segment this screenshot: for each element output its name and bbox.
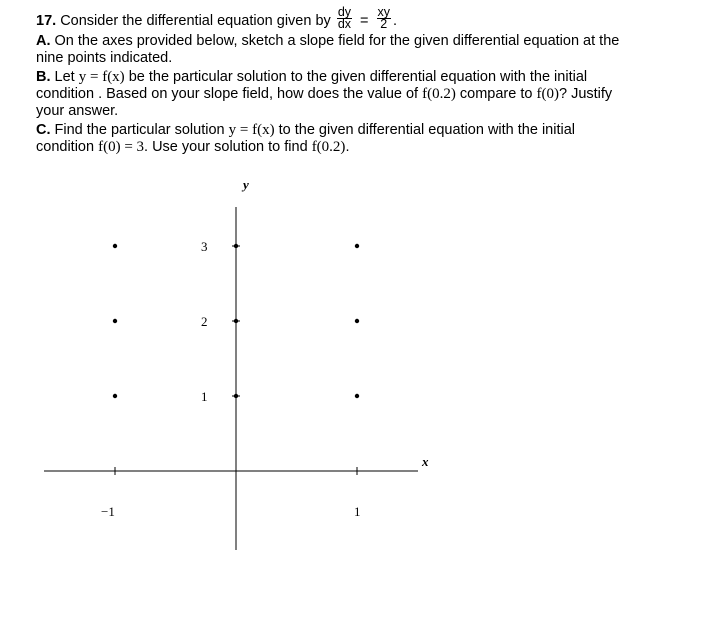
slope-field-point: [113, 394, 117, 398]
xy-over-2-fraction: $\frac{xy}{2}$: [377, 4, 390, 31]
part-c-label: C.: [36, 122, 51, 138]
math-f-0-2-c: f(0.2): [311, 139, 346, 155]
question-stem-text: Consider the differential equation given by: [60, 13, 331, 29]
slope-field-point: [355, 394, 359, 398]
axis-ticks: [101, 239, 361, 519]
slope-field-point: [234, 319, 238, 323]
x-axis-label: x: [422, 454, 429, 469]
equals-sign: =: [360, 13, 369, 29]
math-y-eq-fx: y = f(x): [78, 69, 125, 85]
dy-dx-fraction: $\frac{dy}{dx}$: [337, 4, 352, 31]
y-tick-label: 2: [201, 314, 208, 329]
math-y-eq-fx-c: y = f(x): [228, 122, 275, 138]
slope-field-point: [234, 244, 238, 248]
slope-field-point: [113, 319, 117, 323]
part-b-label: B.: [36, 69, 51, 85]
slope-field-point: [355, 319, 359, 323]
part-a-text-2: nine points indicated.: [36, 50, 173, 66]
x-tick-label: −1: [101, 504, 115, 519]
part-c: C. Find the particular solution y = f(x) to the given differential equation with the initial condition f(0) = 3. Use your solution to find f(0.2).: [36, 122, 575, 155]
slope-field-point: [355, 244, 359, 248]
math-f-0-2: f(0.2): [422, 86, 456, 102]
part-a-text-1: On the axes provided below, sketch a slope field for the given differential equation at the: [54, 33, 620, 49]
math-f-0: f(0): [536, 86, 559, 102]
math-initial-condition: f(0) = 3: [98, 139, 145, 155]
slope-field-point: [113, 244, 117, 248]
y-tick-label: 1: [201, 389, 208, 404]
y-axis-label: y: [243, 177, 249, 192]
slope-field-point: [234, 394, 238, 398]
y-tick-label: 3: [201, 239, 208, 254]
x-tick-label: 1: [354, 504, 361, 519]
part-b: B. Let y = f(x) be the particular solution to the given differential equation with the initial condition . Based on your slope field, how does the value of f(0.2) compare to f(0)? Justify your answer.: [36, 69, 613, 119]
question-stem: 17. Consider the differential equation given by $\frac{dy}{dx}$ = $\frac{xy}{2}$ .: [36, 4, 398, 31]
question-number: 17.: [36, 13, 57, 29]
part-a-label: A.: [36, 33, 51, 49]
